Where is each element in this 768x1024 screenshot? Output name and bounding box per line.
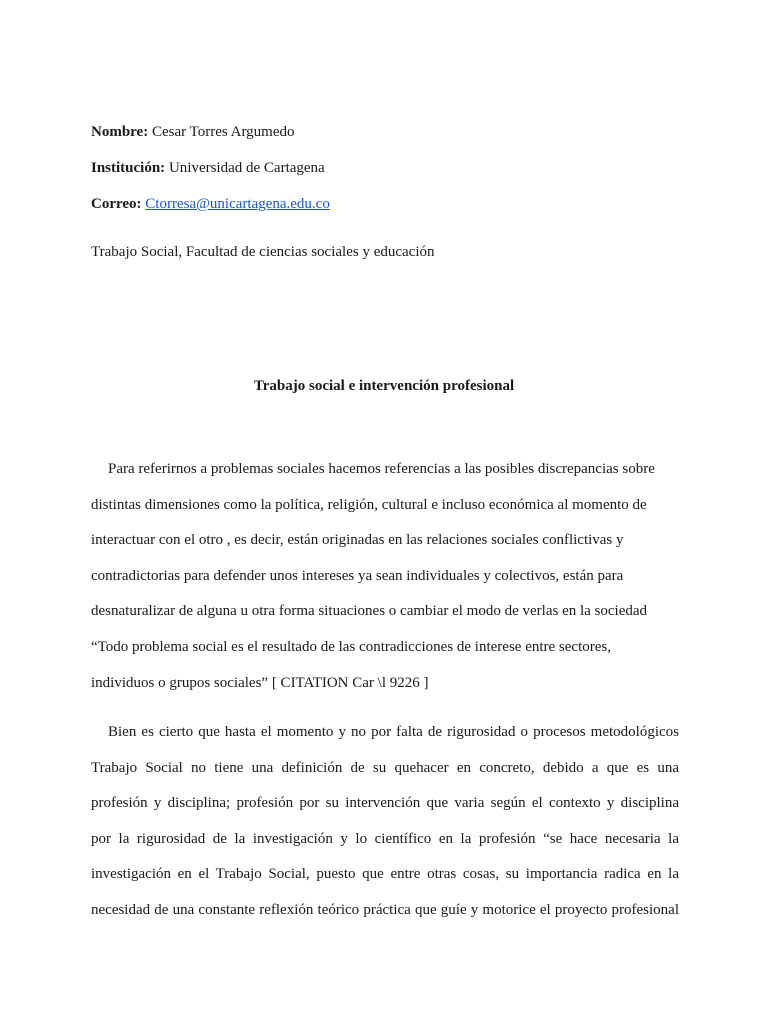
paragraph-line: investigación en el Trabajo Social, puesto que entre otras cosas, su importancia radica en la	[91, 866, 679, 882]
paragraph-line: individuos o grupos sociales” [ CITATION Car \l 9226 ]	[91, 675, 429, 691]
paragraph-line: Bien es cierto que hasta el momento y no por falta de rigurosidad o procesos metodológicos	[108, 724, 679, 740]
paragraph-line: profesión y disciplina; profesión por su intervención que varia según el contexto y disciplina	[91, 795, 679, 811]
correo-label: Correo:	[91, 196, 142, 212]
paragraph-line: desnaturalizar de alguna u otra forma situaciones o cambiar el modo de verlas en la sociedad	[91, 603, 648, 619]
correo-row	[91, 196, 330, 213]
nombre-row	[91, 124, 295, 141]
nombre-value: Cesar Torres Argumedo	[151, 124, 295, 140]
paragraph-line: “Todo problema social es el resultado de las contradicciones de interese entre sectores,	[91, 639, 611, 655]
paragraph-line: por la rigurosidad de la investigación y lo científico en la profesión “se hace necesaria la	[91, 831, 679, 847]
nombre-label: Nombre:	[91, 124, 149, 140]
document-title: Trabajo social e intervención profesional	[253, 378, 515, 394]
institucion-label: Institución:	[91, 160, 166, 176]
email-link[interactable]: Ctorresa@unicartagena.edu.co	[145, 196, 330, 212]
paragraph-line: Para referirnos a problemas sociales hacemos referencias a las posibles discrepancias sobre	[108, 461, 655, 477]
paragraph-line: contradictorias para defender unos intereses ya sean individuales y colectivos, están para	[91, 568, 624, 584]
faculty-line: Trabajo Social, Facultad de ciencias sociales y educación	[91, 244, 435, 260]
institucion-row	[91, 160, 325, 177]
paragraph-line: interactuar con el otro , es decir, están originadas en las relaciones sociales conflictivas y	[91, 532, 624, 548]
paragraph-line: distintas dimensiones como la política, religión, cultural e incluso económica al momento de	[91, 497, 647, 513]
paragraph-line: Trabajo Social no tiene una definición de su quehacer en concreto, debido a que es una	[91, 760, 679, 776]
paragraph-line: necesidad de una constante reflexión teórico práctica que guíe y motorice el proyecto profesional	[91, 902, 679, 918]
institucion-value: Universidad de Cartagena	[168, 160, 325, 176]
